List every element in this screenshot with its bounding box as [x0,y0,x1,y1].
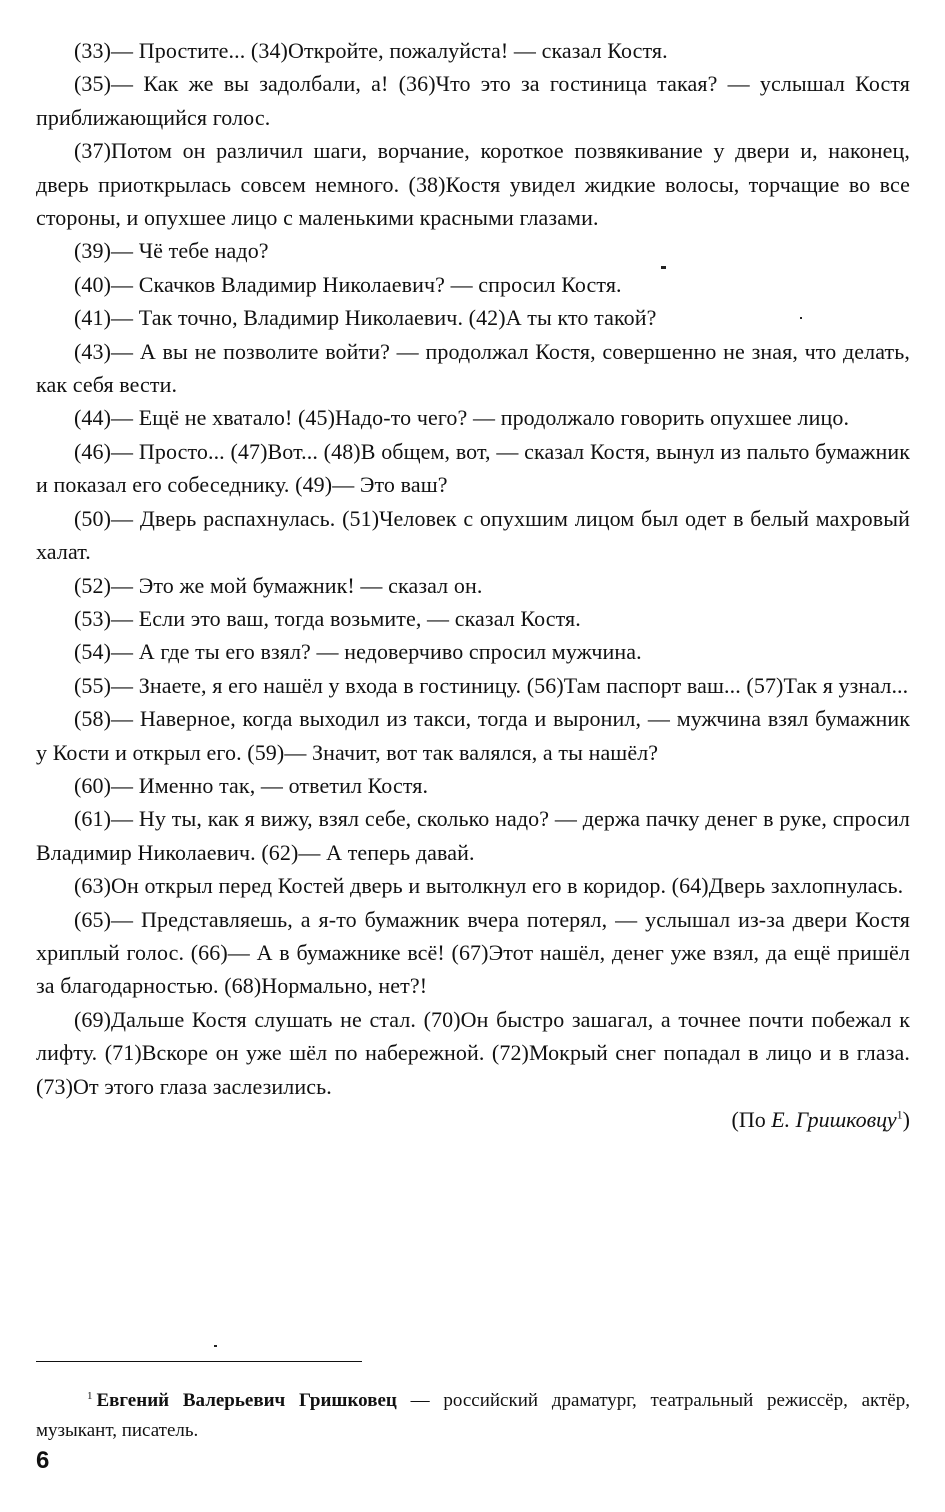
paragraph: (65)— Представляешь, а я-то бумажник вчера потерял, — услышал из-за двери Костя хриплый голос. (66)— А в бумажнике всё! (67)Этот нашёл, денег уже взял, да ещё пришёл за благодарностью. (68)Нормально, нет?! [36,906,910,999]
footnote-reference[interactable]: 1 [896,1107,903,1122]
paragraph: (33)— Простите... (34)Откройте, пожалуйста! — сказал Костя. [74,38,668,63]
paragraph: (35)— Как же вы задолбали, а! (36)Что это за гостиница такая? — услышал Костя приближающийся голос. [36,71,910,130]
paragraph: (53)— Если это ваш, тогда возьмите, — сказал Костя. [74,605,581,631]
source-attribution [36,1103,910,1136]
attribution-author: Е. Гришковцу [771,1107,897,1132]
footnote-text: — российский драматург, театральный режиссёр, актёр, музыкант, писатель. [36,1390,910,1441]
paragraph: (52)— Это же мой бумажник! — сказал он. [74,572,483,598]
paragraph: (46)— Просто... (47)Вот... (48)В общем, вот, — сказал Костя, вынул из пальто бумажник и показал его собеседнику. (49)— Это ваш? [36,438,910,498]
paragraph: (39)— Чё тебе надо? [74,238,269,264]
footnote-name: Евгений Валерьевич Гришковец [96,1390,397,1411]
footnote-divider [36,1361,362,1362]
paragraph: (61)— Ну ты, как я вижу, взял себе, сколько надо? — держа пачку денег в руке, спросил Владимир Николаевич. (62)— А теперь давай. [36,806,910,865]
footnote [36,1381,910,1446]
page-number: 6 [36,1447,50,1474]
paragraph: (63)Он открыл перед Костей дверь и вытолкнул его в коридор. (64)Дверь захлопнулась. [74,873,904,899]
main-text [36,34,910,1136]
scan-speck [214,1345,217,1347]
paragraph: (41)— Так точно, Владимир Николаевич. (42)А ты кто такой? [74,305,657,331]
paragraph: (69)Дальше Костя слушать не стал. (70)Он быстро зашагал, а точнее почти побежал к лифту. (71)Вскоре он уже шёл по набережной. (72)Мокрый снег попадал в лицо и в глаза. (73)От этого глаза заслезились. [36,1006,910,1099]
paragraph: (37)Потом он различил шаги, ворчание, короткое позвякивание у двери и, наконец, дверь приоткрылась совсем немного. (38)Костя увидел жидкие волосы, торчащие во все стороны, и опухшее лицо с маленькими красными глазами. [36,138,910,231]
paragraph: (43)— А вы не позволите войти? — продолжал Костя, совершенно не зная, что делать, как себя вести. [36,338,910,398]
paragraph: (44)— Ещё не хватало! (45)Надо-то чего? — продолжало говорить опухшее лицо. [74,405,850,431]
footnote-marker: 1 [87,1390,93,1402]
paragraph: (55)— Знаете, я его нашёл у входа в гостиницу. (56)Там паспорт ваш... (57)Так я узнал... [74,672,909,698]
paragraph: (58)— Наверное, когда выходил из такси, тогда и выронил, — мужчина взял бумажник у Кости и открыл его. (59)— Значит, вот так валялся, а ты нашёл? [36,706,910,765]
attribution-open: (По [731,1107,772,1132]
paragraph: (50)— Дверь распахнулась. (51)Человек с опухшим лицом был одет в белый махровый халат. [36,505,910,565]
paragraph: (54)— А где ты его взял? — недоверчиво спросил мужчина. [74,639,642,665]
scan-speck [800,317,802,319]
paragraph: (60)— Именно так, — ответил Костя. [74,772,429,798]
scan-speck [661,266,666,269]
paragraph: (40)— Скачков Владимир Николаевич? — спросил Костя. [74,271,622,297]
attribution-close: ) [902,1107,910,1132]
